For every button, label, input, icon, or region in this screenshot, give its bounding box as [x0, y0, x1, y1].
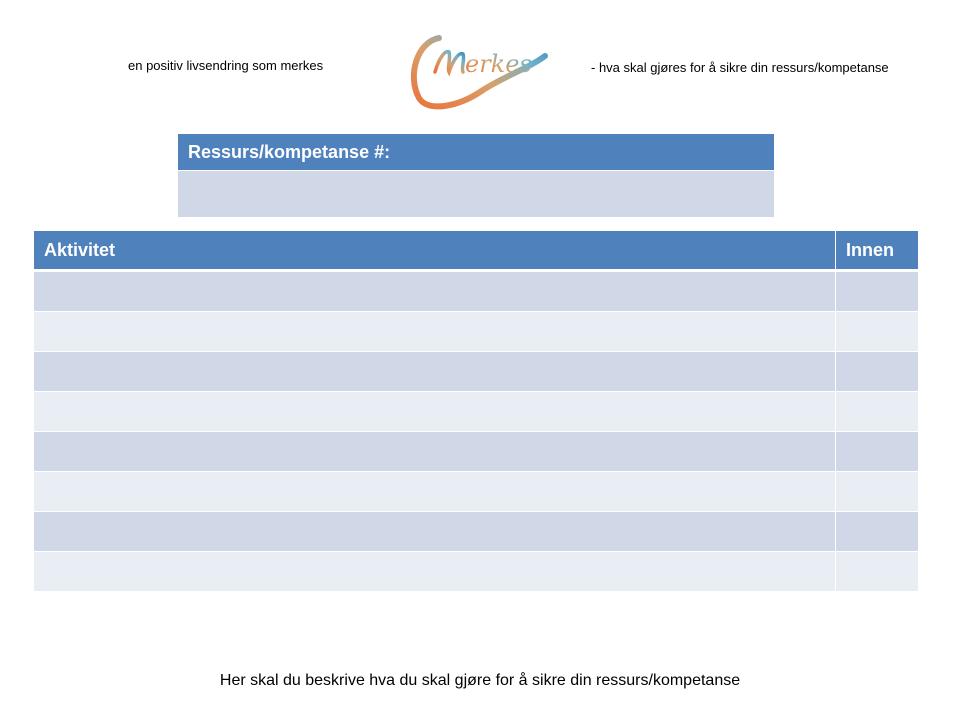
footer-instruction: Her skal du beskrive hva du skal gjøre for å sikre din ressurs/kompetanse: [219, 672, 741, 689]
tagline-right: - hva skal gjøres for å sikre din ressurs/kompetanse: [591, 60, 889, 75]
resource-header: Ressurs/kompetanse #:: [178, 134, 775, 171]
table-row: [34, 552, 919, 592]
innen-cell[interactable]: [836, 271, 919, 312]
tagline-left: en positiv livsendring som merkes: [128, 58, 324, 73]
resource-input-cell[interactable]: [178, 171, 775, 218]
activity-cell[interactable]: [34, 352, 836, 392]
innen-cell[interactable]: [836, 312, 919, 352]
innen-cell[interactable]: [836, 552, 919, 592]
activity-table: [33, 230, 919, 592]
table-row: [34, 352, 919, 392]
innen-cell[interactable]: [836, 352, 919, 392]
innen-cell[interactable]: [836, 432, 919, 472]
activity-cell[interactable]: [34, 432, 836, 472]
innen-cell[interactable]: [836, 512, 919, 552]
merkes-logo: [405, 28, 550, 113]
svg-text:erkes: erkes: [465, 50, 532, 78]
activity-column-header: Aktivitet: [34, 231, 836, 271]
innen-column-header: Innen: [836, 231, 919, 271]
table-row: [34, 312, 919, 352]
activity-cell[interactable]: [34, 312, 836, 352]
table-row: [34, 432, 919, 472]
activity-cell[interactable]: [34, 271, 836, 312]
resource-table: [177, 133, 775, 218]
table-row: [34, 271, 919, 312]
table-row: [34, 512, 919, 552]
table-row: [34, 392, 919, 432]
table-row: [34, 472, 919, 512]
innen-cell[interactable]: [836, 392, 919, 432]
activity-cell[interactable]: [34, 392, 836, 432]
activity-cell[interactable]: [34, 472, 836, 512]
activity-cell[interactable]: [34, 552, 836, 592]
activity-cell[interactable]: [34, 512, 836, 552]
innen-cell[interactable]: [836, 472, 919, 512]
